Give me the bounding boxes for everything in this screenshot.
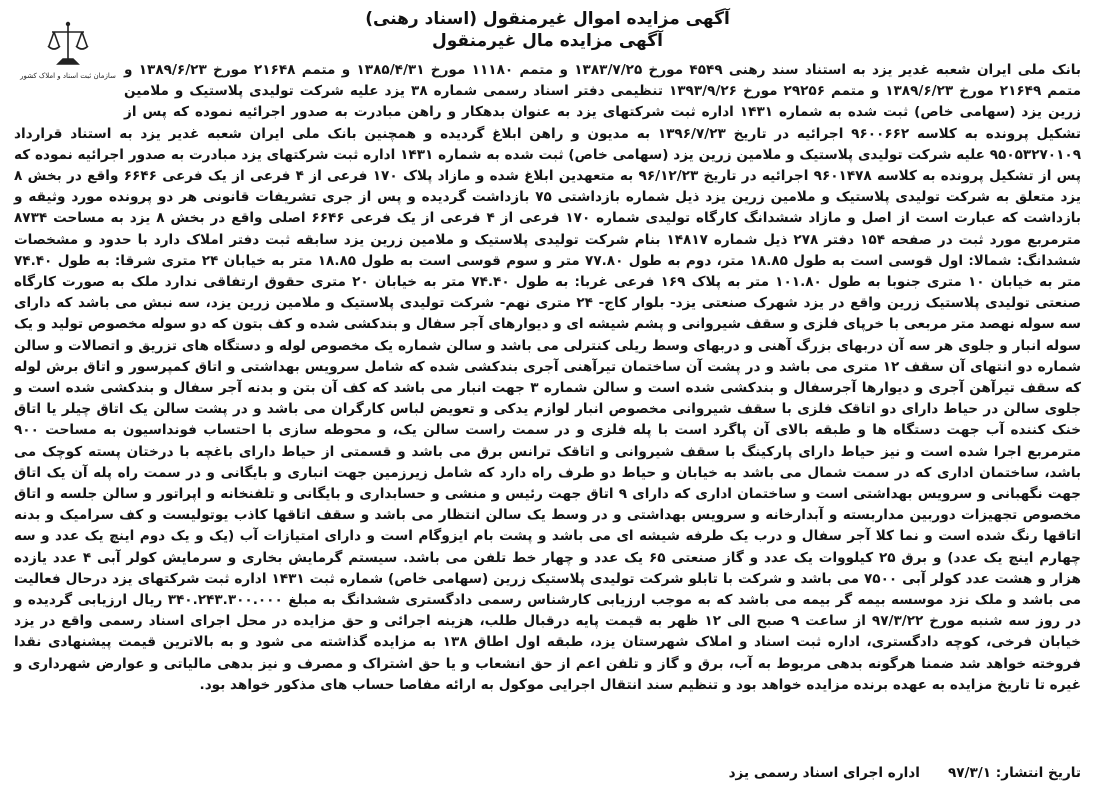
- registry-logo-caption: سازمان ثبت اسناد و املاک کشور: [20, 72, 116, 80]
- issuer-name: اداره اجرای اسناد رسمی یزد: [728, 765, 920, 781]
- registry-logo: [20, 20, 116, 94]
- notice-subtitle: آگهی مزایده مال غیرمنقول: [432, 31, 663, 51]
- notice-header: [14, 8, 1081, 80]
- publish-date: تاریخ انتشار: ۹۷/۳/۱: [947, 765, 1081, 781]
- notice-title: آگهی مزایده اموال غیرمنقول (اسناد رهنی): [365, 9, 730, 29]
- notice-footer: [14, 765, 1081, 785]
- scales-of-justice-emblem-icon: [45, 20, 91, 68]
- notice-body: بانک ملی ایران شعبه غدیر یزد به استناد سند رهنی ۴۵۴۹ مورخ ۱۳۸۳/۷/۲۵ و متمم ۱۱۱۸۰ مورخ ۱۳۸۵/۴/۳۱ و متمم ۲۱۶۴۸ مورخ ۱۳۸۹/۶/۲۳ و متمم ۲۱۶۴۹ مورخ ۱۳۸۹/۶/۲۳ و متمم ۲۹۲۵۶ مورخ ۱۳۹۳/۹/۲۶ تنظیمی دفتر اسناد رسمی شماره ۳۸ یزد علیه شرکت تولیدی پلاستیک و ملامین زرین یزد (سهامی خاص) ثبت شده به شماره ۱۴۳۱ اداره ثبت شرکتهای یزد به عنوان بدهکار و راهن مبادرت به صدور اجرائیه نموده که پس از تشکیل پرونده به کلاسه ۹۶۰۰۶۶۲ اجرائیه در تاریخ ۱۳۹۶/۷/۲۳ به مدیون و راهن ابلاغ گردیده و همچنین بانک ملی ایران شعبه غدیر یزد به استناد قرارداد ۹۵۰۵۳۲۷۰۱۰۹ علیه شرکت تولیدی پلاستیک و ملامین زرین یزد (سهامی خاص) ثبت شده به شماره ۱۴۳۱ اداره ثبت شرکتهای یزد مبادرت به صدور اجرائیه نموده که پس از تشکیل پرونده به کلاسه ۹۶۰۱۴۷۸ اجرائیه در تاریخ ۹۶/۱۲/۲۳ به متعهدین ابلاغ شده و مازاد پلاک ۱۷۰ فرعی از ۴ فرعی از یک فرعی ۶۶۴۶ واقع در بخش ۸ یزد متعلق به شرکت تولیدی پلاستیک و ملامین زرین یزد ذیل شماره بازداشتی ۷۵ بازداشت گردیده و پس از جری تشریفات قانونی هر دو پرونده مورد وثیقه و بازداشت که عبارت است از اصل و مازاد ششدانگ کارگاه تولیدی شماره ۱۷۰ فرعی از ۴ فرعی از یک فرعی ۶۶۴۶ اصلی واقع در بخش ۸ یزد به مساحت ۸۷۳۴ مترمربع مورد ثبت در صفحه ۱۵۴ دفتر ۲۷۸ ذیل شماره ۱۴۸۱۷ بنام شرکت تولیدی پلاستیک و ملامین زرین یزد سابقه ثبت دفتر املاک دارد با حدود و مشخصات ششدانگ: شمالا: اول قوسی است به طول ۱۸.۸۵ متر، دوم به طول ۷۷.۸۰ متر و سوم قوسی است به طول ۱۸.۸۵ متر به خیابان ۲۴ متری شرقا: به طول ۷۴.۴۰ متر به خیابان ۱۰ متری جنوبا به طول ۱۰۱.۸۰ متر به پلاک ۱۶۹ فرعی غربا: به طول ۷۴.۴۰ متر به خیابان ۲۰ متری حقوق ارتفاقی ندارد ملک به صورت کارگاه صنعتی تولیدی پلاستیک زرین واقع در یزد شهرک صنعتی یزد- بلوار کاج- ۲۴ متری نهم- شرکت تولیدی پلاستیک و ملامین زرین یزد، سه نبش می باشد که دارای سه سوله نهصد متر مربعی با خرپای فلزی و سقف شیروانی و پشم شیشه ای و دیوارهای آجر سفال و بندکشی شده و کف بتون که دو سوله مخصوص تولید و یک سوله انبار و جلوی هر سه آن دربهای بزرگ آهنی و دربهای وسط ریلی کنترلی می باشد و سالن شماره یک مخصوص لوله و دستگاه های تزریق و اتصالات و سالن شماره دو انتهای آن سقف ۱۲ متری می باشد و در پشت آن ساختمان تیرآهنی آجری بندکشی شده که شامل سرویس بهداشتی و اتاق کمپرسور و اتاق برش لوله که سقف تیرآهن آجری و دیوارها آجرسفال و بندکشی شده است و سالن شماره ۳ جهت انبار می باشد که کف آن بتن و بدنه آجر سفال و بندکشی شده است و جلوی سالن در حیاط دارای دو اتاقک فلزی با سقف شیروانی مخصوص انبار لوازم یدکی و تعویض لباس کارگران می باشد و در پشت سالن یک اتاق چیلر یا اتاق خنک کننده آب جهت دستگاه ها و طبقه بالای آن پاگرد است با پله فلزی و در سمت راست سالن یک، و محوطه سازی با احتساب فونداسیون به مساحت ۹۰۰ مترمربع اجرا شده است و نیز حیاط دارای پارکینگ با سقف شیروانی و اتاقک ترانس برق می باشد و قسمتی از حیاط دارای باغچه با درختان پسته کوچک می باشد، ساختمان اداری که در سمت شمال می باشد به خیابان و حیاط دو طرف راه دارد که شامل زیرزمین جهت انباری و بایگانی و در سمت راه پله آن یک اتاق جهت نگهبانی و سرویس بهداشتی است و ساختمان اداری که دارای ۹ اتاق جهت رئیس و منشی و حسابداری و بایگانی و تلفنخانه و اپراتور و سالن جلسه و اتاق مخصوص تجهیزات دوربین مداربسته و آبدارخانه و سرویس بهداشتی و در وسط یک سالن انتظار می باشد و سقف اتاقها کاذب یوتولیست و کف سرامیک و بدنه اتاقها رنگ شده است و نما کلا آجر سفال و درب یک طرفه شیشه ای می باشد و پشت بام ایزوگام است و دارای امتیازات آب (یک و یک دوم اینچ یک عدد و سه چهارم اینچ یک عدد) و برق ۲۵ کیلووات یک عدد و گاز صنعتی ۶۵ یک عدد و چهار خط تلفن می باشد. سیستم گرمایش بخاری و سرمایش کولر آبی ۴ عدد یازده هزار و هشت عدد کولر آبی ۷۵۰۰ می باشد و شرکت با تابلو شرکت تولیدی پلاستیک زرین (سهامی خاص) شماره ثبت ۱۴۳۱ اداره ثبت شرکتهای یزد درحال فعالیت می باشد و ملک نزد موسسه بیمه گر بیمه می باشد که به موجب ارزیابی کارشناس رسمی دادگستری ششدانگ به مبلغ ۳۴۰.۲۴۳.۳۰۰.۰۰۰ ریال ارزیابی گردیده و در روز سه شنبه مورخ ۹۷/۳/۲۲ از ساعت ۹ صبح الی ۱۲ ظهر به قیمت پایه درقبال طلب، هزینه اجرائی و حق مزایده در محل اجرای اسناد رسمی واقع در یزد خیابان فرخی، کوچه دادگستری، اداره ثبت اسناد و املاک شهرستان یزد، طبقه اول اطاق ۱۳۸ به مزایده گذاشته می شود و به بالاترین قیمت پیشنهادی نقدا فروخته خواهد شد ضمنا هرگونه بدهی مربوط به آب، برق و گاز و تلفن اعم از حق انشعاب و یا حق اشتراک و مصرف و نیز بدهی مالیاتی و عوارض شهرداری و غیره تا تاریخ مزایده به عهده برنده مزایده خواهد بود و تنظیم سند انتقال اجرایی موکول به ارائه مفاصا حساب های مذکور خواهد بود.: [14, 62, 1082, 693]
